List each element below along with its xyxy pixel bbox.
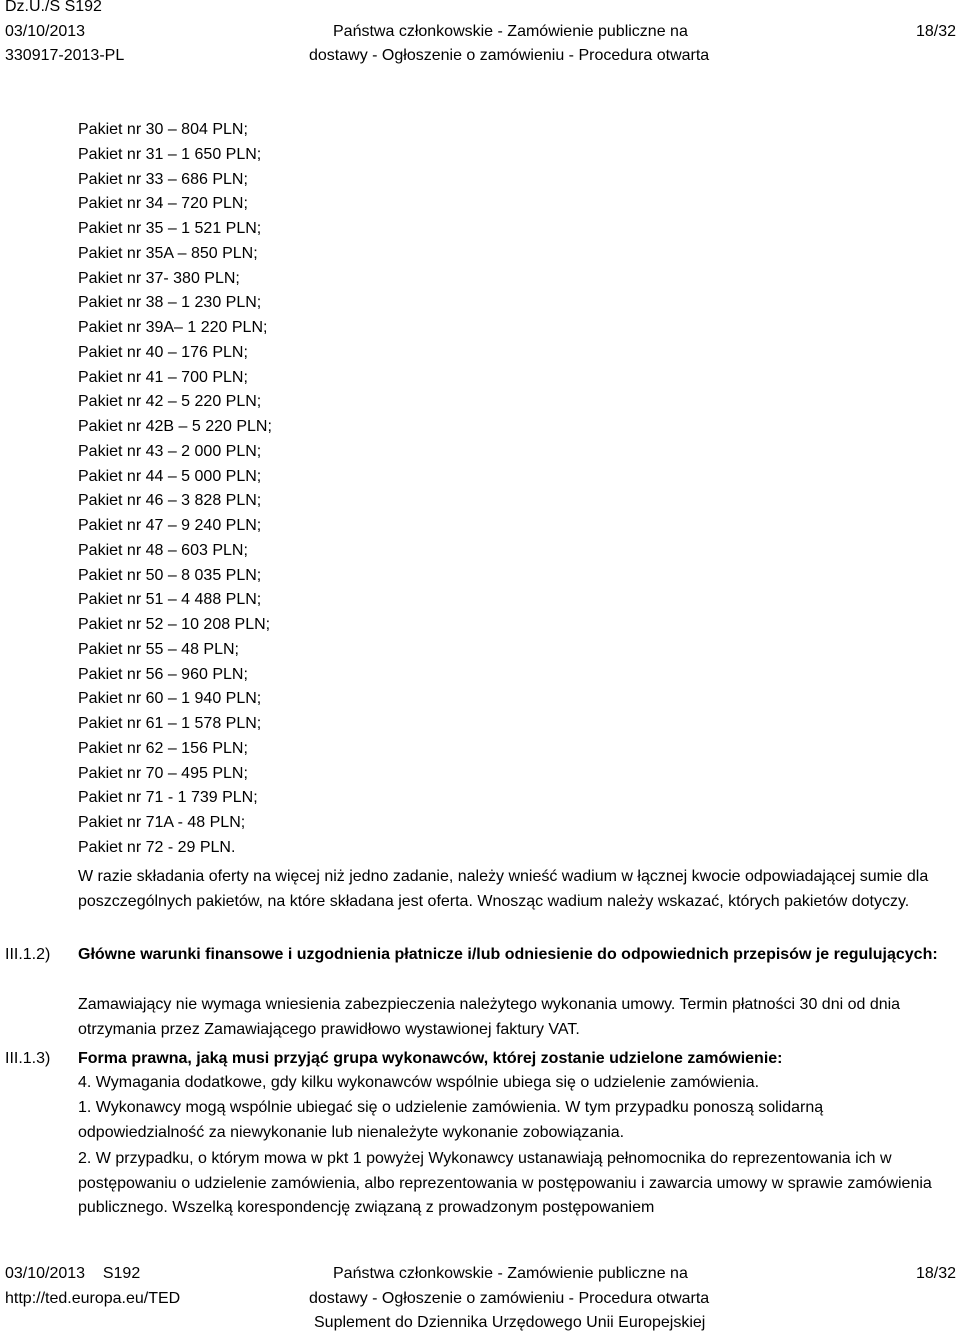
notice-id: 330917-2013-PL [5,47,125,64]
pakiet-item: Pakiet nr 48 – 603 PLN; [78,541,248,559]
pakiet-item: Pakiet nr 35 – 1 521 PLN; [78,220,262,237]
footer-url[interactable]: http://ted.europa.eu/TED [5,1290,181,1307]
pakiet-item: Pakiet nr 62 – 156 PLN; [78,739,248,757]
section-text-iii-1-3-p3: 2. W przypadku, o którym mowa w pkt 1 powyżej Wykonawcy ustanawiają pełnomocnika do reprezentowania ich w postępowaniu o udzielenie zamówienia, albo reprezentowania w postępowaniu i zawarcia umowy w sprawie zamówienia publicznego. Wszelką korespondencję związaną z prowadzonym postępowaniem [78,1150,932,1216]
section-text-iii-1-3-p2: 1. Wykonawcy mogą wspólnie ubiegać się o udzielenie zamówienia. W tym przypadku ponoszą solidarną odpowiedzialność za niewykonanie lub nienależyte wykonanie zobowiązania. [78,1099,824,1141]
pakiet-item: Pakiet nr 37- 380 PLN; [78,269,240,287]
section-text-iii-1-3-p1: 4. Wymagania dodatkowe, gdy kilku wykonawców wspólnie ubiega się o udzielenie zamówienia. [78,1074,760,1091]
pakiet-item: Pakiet nr 56 – 960 PLN; [78,665,248,683]
pakiet-list [78,118,272,861]
pakiet-item: Pakiet nr 60 – 1 940 PLN; [78,690,262,708]
pakiet-item: Pakiet nr 35A – 850 PLN; [78,244,258,262]
pakiet-item: Pakiet nr 51 – 4 488 PLN; [78,591,262,609]
pakiet-item: Pakiet nr 47 – 9 240 PLN; [78,517,262,534]
pakiet-item: Pakiet nr 33 – 686 PLN; [78,170,248,188]
doc-ref: Dz.U./S S192 [5,0,102,15]
pakiet-item: Pakiet nr 50 – 8 035 PLN; [78,566,262,584]
pakiet-item: Pakiet nr 42B – 5 220 PLN; [78,418,272,435]
pakiet-item: Pakiet nr 31 – 1 650 PLN; [78,145,262,163]
pakiet-item: Pakiet nr 34 – 720 PLN; [78,195,248,213]
pakiet-item: Pakiet nr 61 – 1 578 PLN; [78,715,262,732]
header-title-line2: dostawy - Ogłoszenie o zamówieniu - Procedura otwarta [309,47,710,64]
pakiet-item: Pakiet nr 41 – 700 PLN; [78,368,248,386]
section-text-iii-1-2: Zamawiający nie wymaga wniesienia zabezpieczenia należytego wykonania umowy. Termin płatności 30 dni od dnia otrzymania przez Zamawiającego prawidłowo wystawionej faktury VAT. [78,996,901,1038]
footer-title-line2: dostawy - Ogłoszenie o zamówieniu - Procedura otwarta [309,1290,710,1307]
pakiet-item: Pakiet nr 43 – 2 000 PLN; [78,442,262,460]
header-date: 03/10/2013 [5,23,86,40]
pakiet-item: Pakiet nr 55 – 48 PLN; [78,640,239,658]
footer-title-line1: Państwa członkowskie - Zamówienie publiczne na [333,1265,688,1282]
pakiet-item: Pakiet nr 42 – 5 220 PLN; [78,393,262,411]
section-heading-iii-1-3: Forma prawna, jaką musi przyjąć grupa wykonawców, której zostanie udzielone zamówienie: [78,1050,783,1067]
section-heading-iii-1-2: Główne warunki finansowe i uzgodnienia płatnicze i/lub odniesienie do odpowiednich przepisów je regulujących: [78,946,938,963]
pakiet-item: Pakiet nr 52 – 10 208 PLN; [78,616,271,633]
pakiet-item: Pakiet nr 72 - 29 PLN. [78,838,236,856]
pakiet-item: Pakiet nr 38 – 1 230 PLN; [78,294,262,312]
pakiet-item: Pakiet nr 40 – 176 PLN; [78,343,248,361]
pakiet-item: Pakiet nr 46 – 3 828 PLN; [78,492,262,510]
pakiet-item: Pakiet nr 71 - 1 739 PLN; [78,789,258,807]
pakiet-item: Pakiet nr 39A– 1 220 PLN; [78,319,268,336]
pakiet-item: Pakiet nr 30 – 804 PLN; [78,121,248,138]
header-page-number: 18/32 [915,23,956,40]
footer-page-number: 18/32 [915,1265,956,1282]
pakiet-item: Pakiet nr 44 – 5 000 PLN; [78,467,262,485]
header-title-line1: Państwa członkowskie - Zamówienie publiczne na [333,23,688,40]
pakiet-item: Pakiet nr 70 – 495 PLN; [78,764,248,782]
pakiet-item: Pakiet nr 71A - 48 PLN; [78,814,246,831]
footer-date-issue: 03/10/2013 S192 [5,1265,141,1282]
footer-title-line3: Suplement do Dziennika Urzędowego Unii Europejskiej [314,1314,706,1331]
wadium-note: W razie składania oferty na więcej niż jedno zadanie, należy wnieść wadium w łącznej kwocie odpowiadającej sumie dla poszczególnych pakietów, na które składana jest oferta. Wnosząc wadium należy wskazać, których pakietów dotyczy. [78,868,929,910]
section-number-iii-1-2: III.1.2) [5,946,51,963]
section-number-iii-1-3: III.1.3) [5,1050,51,1067]
